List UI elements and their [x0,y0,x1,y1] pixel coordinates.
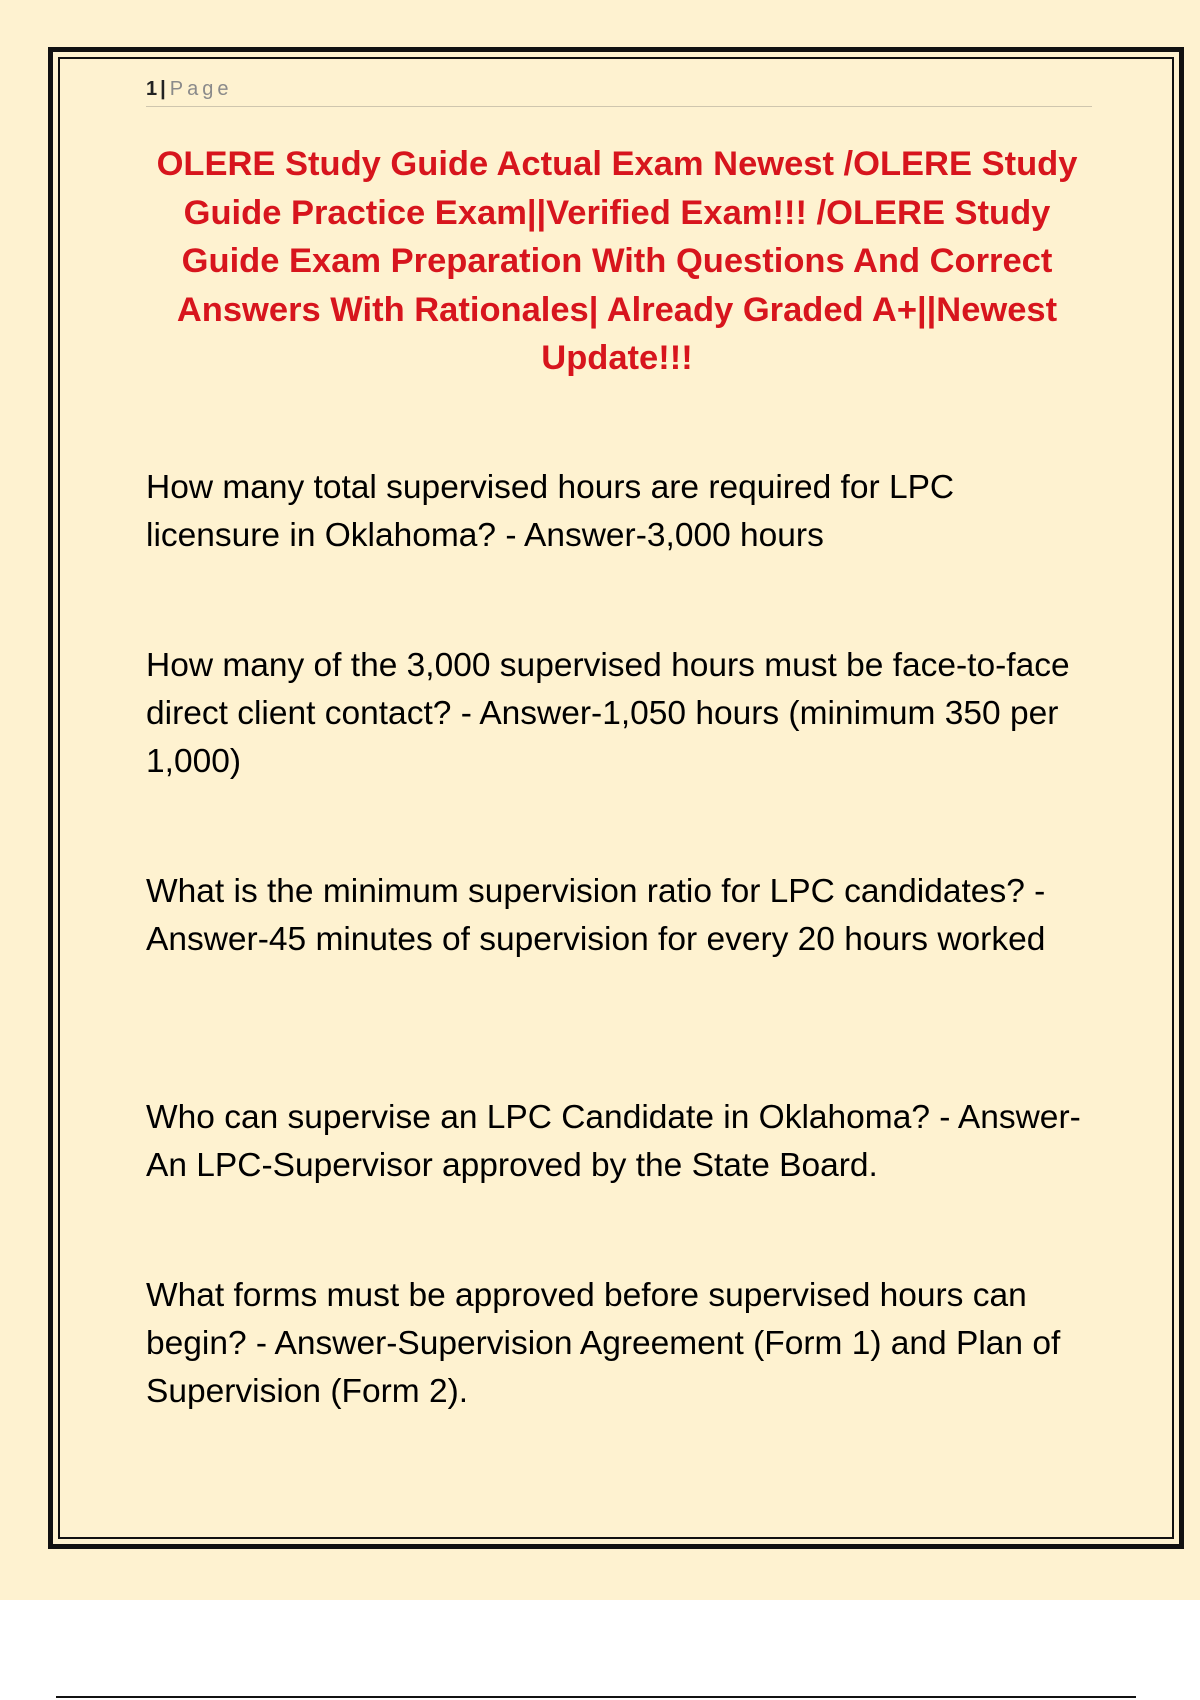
answer-text: 45 minutes of supervision for every 20 hours worked [268,921,1046,958]
footer-divider [56,1696,1136,1698]
answer-text: 1,050 hours (minimum 350 per 1,000) [146,695,1059,780]
answer-text: 3,000 hours [646,517,824,554]
page-header [146,76,1092,107]
qa-item [146,642,1096,786]
qa-item [146,1272,1096,1416]
page-number: 1 [146,78,158,100]
qa-item [146,464,1096,560]
question-text: How many total supervised hours are required for LPC licensure in Oklahoma? [146,469,955,554]
question-text: What forms must be approved before supervised hours can begin? [146,1277,1027,1362]
answer-text: Supervision Agreement (Form 1) and Plan of Supervision (Form 2). [146,1325,1061,1410]
answer-prefix: - Answer- [929,1099,1081,1136]
question-text: Who can supervise an LPC Candidate in Oklahoma? [146,1099,930,1136]
answer-prefix: - Answer- [246,1325,398,1362]
question-text: What is the minimum supervision ratio for LPC candidates? [146,873,1025,910]
qa-item [146,1094,1096,1190]
answer-prefix: - Answer- [496,517,647,554]
page-separator: | [160,78,166,100]
page-label: Page [169,78,233,100]
answer-text: An LPC-Supervisor approved by the State Board. [146,1147,878,1184]
question-text: How many of the 3,000 supervised hours must be face-to-face direct client contact? [146,647,1070,732]
qa-item [146,868,1096,964]
answer-prefix: - Answer- [146,873,1046,958]
document-title: OLERE Study Guide Actual Exam Newest /OLERE Study Guide Practice Exam||Verified Exam!!! /OLERE Study Guide Exam Preparation With Questions And Correct Answers With Rationales| Already Graded A+||Newest Update!!! [156,145,1078,377]
answer-prefix: - Answer- [451,695,603,732]
